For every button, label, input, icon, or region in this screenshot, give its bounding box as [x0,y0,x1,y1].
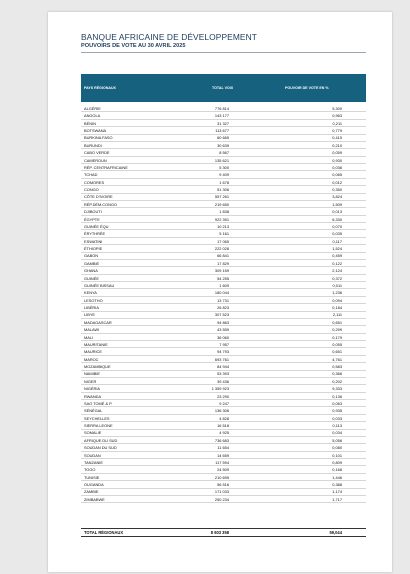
cell-voix: 210 695 [214,474,229,480]
table-row [81,275,366,282]
cell-voix: 180 044 [214,290,229,296]
table-row [81,393,366,400]
cell-voix: 307 523 [214,312,229,318]
cell-pouvoir: 0,366 [332,371,342,377]
cell-voix: 922 391 [214,216,229,222]
cell-pouvoir: 0,117 [332,238,342,244]
cell-pays: MALAWI [84,327,100,333]
cell-pouvoir: 9,333 [332,386,342,392]
cell-pays: GHANA [84,268,98,274]
cell-pays: NAMIBIE [84,371,100,377]
table-row [81,282,366,289]
title-divider [81,52,366,53]
header-pays: PAYS RÉGIONAUX [84,86,116,90]
cell-pays: TANZANIE [84,459,103,465]
cell-voix: 7 957 [219,341,229,347]
table-row [81,415,366,422]
table-row [81,297,366,304]
table-row [81,430,366,437]
cell-pouvoir: 0,299 [332,327,342,333]
cell-pouvoir: 5,056 [332,437,342,443]
cell-pouvoir: 0,013 [332,209,342,215]
table-row [81,400,366,407]
table-row [81,149,366,156]
cell-pouvoir: 0,372 [332,275,342,281]
cell-pays: ÉGYPTE [84,216,100,222]
table-row [81,304,366,311]
table-row [81,319,366,326]
cell-pays: COMORES [84,179,105,185]
cell-pays: NIGÉRIA [84,386,100,392]
cell-pouvoir: 0,063 [332,400,342,406]
cell-pouvoir: 0,350 [332,187,342,193]
cell-pouvoir: 0,459 [332,253,342,259]
cell-pays: GAMBIE [84,260,100,266]
cell-voix: 11 654 [217,445,229,451]
cell-pouvoir: 1,446 [332,474,342,480]
cell-voix: 136 306 [214,408,229,414]
cell-pays: BÉNIN [84,120,96,126]
cell-pouvoir: 0,065 [332,172,342,178]
cell-pouvoir: 0,055 [332,341,342,347]
cell-pouvoir: 0,415 [332,135,342,141]
cell-pouvoir: 3,824 [332,194,342,200]
cell-pays: SOMALIE [84,430,102,436]
cell-voix: 60 665 [217,135,229,141]
cell-pouvoir: 0,930 [332,157,342,163]
table-row [81,422,366,429]
table-row [81,179,366,186]
cell-pouvoir: 0,963 [332,113,342,119]
cell-voix: 1 609 [219,282,229,288]
cell-voix: 66 841 [217,253,229,259]
table-row [81,474,366,481]
table-row [81,135,366,142]
cell-voix: 53 393 [217,371,229,377]
cell-pays: CÔTE D'IVOIRE [84,194,113,200]
table-row [81,208,366,215]
cell-voix: 17 829 [217,260,229,266]
cell-voix: 222 028 [214,246,229,252]
cell-pouvoir: 0,935 [332,408,342,414]
table-row [81,348,366,355]
table-row [81,245,366,252]
cell-pouvoir: 0,012 [332,179,342,185]
cell-pays: LESOTHO [84,297,103,303]
cell-voix: 143 177 [214,113,229,119]
cell-pouvoir: 0,168 [332,467,342,473]
cell-pays: CAMEROUN [84,157,107,163]
cell-voix: 10 213 [217,223,229,229]
cell-voix: 36 060 [217,334,229,340]
total-voix: 8 603 358 [210,530,229,536]
cell-pays: BOTSWANA [84,128,107,134]
table-row [81,105,366,112]
cell-voix: 51 306 [217,187,229,193]
cell-pouvoir: 0,136 [332,393,342,399]
cell-pays: ZAMBIE [84,489,99,495]
cell-pouvoir: 0,388 [332,482,342,488]
cell-pouvoir: 0,651 [332,319,342,325]
cell-pouvoir: 0,809 [332,459,342,465]
cell-pays: AFRIQUE DU SUD [84,437,118,443]
cell-voix: 135 621 [214,157,229,163]
table-total-row [81,528,366,537]
cell-pouvoir: 0,651 [332,349,342,355]
cell-pays: LIBÉRIA [84,305,99,311]
table-row [81,459,366,466]
cell-voix: 309 159 [214,268,229,274]
cell-pays: MAURITANIE [84,341,108,347]
cell-voix: 9 247 [219,400,229,406]
cell-pouvoir: 5,300 [332,105,342,111]
header-voix: TOTAL VOIX [212,86,234,90]
cell-pouvoir: 1,174 [332,489,342,495]
table-row [81,142,366,149]
cell-pays: SAO TOMÉ & P. [84,400,113,406]
cell-pouvoir: 1,236 [332,290,342,296]
cell-pays: ÉTHIOPIE [84,246,103,252]
cell-voix: 4 925 [219,430,229,436]
document-title: BANQUE AFRICAINE DE DÉVELOPPEMENT [81,32,257,42]
cell-voix: 43 559 [217,327,229,333]
cell-pouvoir: 0,184 [332,305,342,311]
cell-pays: CONGO [84,187,99,193]
cell-voix: 14 659 [217,452,229,458]
cell-voix: 24 509 [217,467,229,473]
cell-pouvoir: 2,124 [332,268,342,274]
table-row [81,326,366,333]
cell-pouvoir: 0,113 [332,423,342,429]
cell-voix: 5 300 [219,164,229,170]
cell-pouvoir: 0,080 [332,445,342,451]
cell-pays: NIGER [84,378,97,384]
cell-voix: 557 261 [214,194,229,200]
cell-pays: SIERRA LEONE [84,423,113,429]
cell-pouvoir: 1,524 [332,246,342,252]
table-row [81,312,366,319]
total-label: TOTAL RÉGIONAUX [84,530,124,536]
table-row [81,127,366,134]
cell-pays: SEYCHELLES [84,415,110,421]
cell-pays: TCHAD [84,172,98,178]
cell-pays: BURUNDI [84,142,102,148]
cell-voix: 16 518 [217,423,229,429]
cell-pouvoir: 0,034 [332,430,342,436]
cell-voix: 13 731 [217,297,229,303]
cell-voix: 94 793 [217,349,229,355]
table-row [81,253,366,260]
cell-pays: SOUDAN DU SUD [84,445,117,451]
table-row [81,407,366,414]
cell-pouvoir: 0,583 [332,364,342,370]
cell-voix: 1 838 [219,209,229,215]
cell-pays: GUINÉE BISSAU [84,282,115,288]
cell-pouvoir: 0,122 [332,260,342,266]
cell-pays: ESWATINI [84,238,103,244]
cell-pouvoir: 6,330 [332,216,342,222]
cell-voix: 736 683 [214,437,229,443]
cell-pouvoir: 0,779 [332,128,342,134]
table-row [81,489,366,496]
table-row [81,385,366,392]
total-pouvoir: 59,044 [329,530,342,536]
cell-pouvoir: 0,179 [332,334,342,340]
cell-voix: 54 255 [217,275,229,281]
table-row [81,157,366,164]
cell-pouvoir: 0,059 [332,150,342,156]
cell-pouvoir: 1,509 [332,201,342,207]
table-row [81,267,366,274]
table-row [81,363,366,370]
cell-voix: 23 290 [217,393,229,399]
cell-voix: 84 944 [217,364,229,370]
table-row [81,186,366,193]
cell-pouvoir: 0,210 [332,142,342,148]
cell-voix: 8 567 [219,150,229,156]
cell-pouvoir: 0,035 [332,231,342,237]
table-row [81,466,366,473]
cell-pays: ANGOLA [84,113,101,119]
cell-pays: GUINÉE [84,275,99,281]
table-row [81,481,366,488]
table-row [81,201,366,208]
cell-voix: 4 828 [219,415,229,421]
table-row [81,216,366,223]
cell-voix: 26 823 [217,305,229,311]
cell-pouvoir: 0,211 [332,120,342,126]
cell-pays: SOUDAN [84,452,101,458]
cell-pays: KENYA [84,290,97,296]
table-row [81,378,366,385]
cell-voix: 1 359 923 [211,386,229,392]
table-row [81,260,366,267]
cell-voix: 39 436 [217,378,229,384]
cell-pouvoir: 0,202 [332,378,342,384]
table-row [81,452,366,459]
cell-pays: OUGANDA [84,482,104,488]
cell-pays: MAURICE [84,349,102,355]
document-page [48,12,392,572]
cell-voix: 9 409 [219,172,229,178]
cell-pays: DJIBOUTI [84,209,102,215]
table-row [81,341,366,348]
cell-pays: LIBYE [84,312,96,318]
cell-pouvoir: 4,761 [332,356,342,362]
cell-pays: TOGO [84,467,96,473]
cell-voix: 250 234 [214,496,229,502]
table-row [81,289,366,296]
header-pouvoir: POUVOIR DE VOTE EN % [285,86,329,90]
table-row [81,120,366,127]
cell-pays: RWANDA [84,393,102,399]
cell-voix: 219 650 [214,201,229,207]
table-row [81,223,366,230]
cell-pays: GABON [84,253,99,259]
cell-pays: SÉNÉGAL [84,408,103,414]
cell-pouvoir: 0,033 [332,415,342,421]
table-row [81,230,366,237]
cell-voix: 94 863 [217,319,229,325]
cell-pouvoir: 0,036 [332,164,342,170]
cell-pays: RÉP. CENTRAFRICAINE [84,164,128,170]
cell-pouvoir: 0,011 [332,282,342,288]
cell-pouvoir: 2,111 [332,312,342,318]
cell-pouvoir: 1,717 [332,496,342,502]
cell-pays: BURKINA FASO [84,135,113,141]
cell-voix: 56 516 [217,482,229,488]
table-header [81,74,366,102]
table-row [81,437,366,444]
cell-pays: ALGÉRIE [84,105,101,111]
table-row [81,238,366,245]
cell-pays: CABO VERDE [84,150,110,156]
cell-voix: 31 327 [217,120,229,126]
cell-voix: 693 761 [214,356,229,362]
table-body [81,105,366,503]
table-row [81,356,366,363]
cell-pays: MALI [84,334,94,340]
document-subtitle: POUVOIRS DE VOTE AU 30 AVRIL 2025 [81,43,186,49]
cell-pays: ZIMBABWE [84,496,105,502]
cell-pays: MADAGASCAR [84,319,112,325]
cell-voix: 113 677 [215,128,229,134]
cell-pays: MAROC [84,356,99,362]
cell-voix: 5 161 [219,231,229,237]
cell-voix: 1 678 [219,179,229,185]
table-row [81,371,366,378]
table-row [81,164,366,171]
cell-pays: RÉP.DÉM.CONGO [84,201,118,207]
cell-pays: MOZAMBIQUE [84,364,111,370]
cell-voix: 117 594 [215,459,229,465]
table-row [81,334,366,341]
cell-pouvoir: 0,101 [332,452,342,458]
cell-pouvoir: 0,070 [332,223,342,229]
cell-voix: 30 639 [217,142,229,148]
cell-voix: 776 814 [214,105,229,111]
table-row [81,171,366,178]
table-row [81,444,366,451]
cell-pouvoir: 0,094 [332,297,342,303]
cell-pays: ÉRYTHRÉE [84,231,106,237]
table-row [81,496,366,503]
cell-pays: TUNISIE [84,474,100,480]
table-row [81,194,366,201]
table-row [81,112,366,119]
cell-pays: GUINÉE ÉQU. [84,223,110,229]
cell-voix: 17 065 [217,238,229,244]
cell-voix: 171 033 [214,489,229,495]
